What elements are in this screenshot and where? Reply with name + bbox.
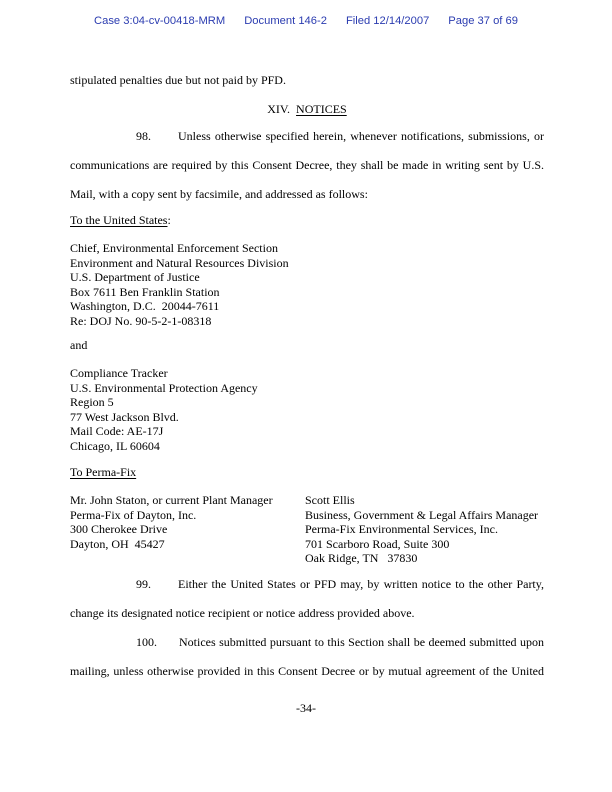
address-line: Chicago, IL 60604 xyxy=(70,438,160,453)
permafix-address-heading-text: To Perma-Fix xyxy=(70,465,137,479)
address-line: Chief, Environmental Enforcement Section xyxy=(70,241,278,255)
paragraph-99 xyxy=(70,570,544,628)
epa-address-block xyxy=(70,366,544,454)
connector-and: and xyxy=(70,338,88,352)
doj-address-block xyxy=(70,241,544,329)
address-line: Business, Government & Legal Affairs Manager xyxy=(305,507,539,522)
address-line: Box 7611 Ben Franklin Station xyxy=(70,284,220,299)
address-line: Washington, D.C. 20044-7611 xyxy=(70,299,220,314)
paragraph-99-text: Either the United States or PFD may, by written notice to the other Party, change its designated notice recipient or notice address provided above. xyxy=(70,577,544,621)
filed-date: Filed 12/14/2007 xyxy=(345,15,430,27)
us-address-heading-text: To the United States xyxy=(70,213,168,227)
address-line: 300 Cherokee Drive xyxy=(70,522,168,537)
address-line: U.S. Department of Justice xyxy=(70,270,200,285)
address-line: Mr. John Staton, or current Plant Manager xyxy=(70,493,273,507)
document-number: Document 146-2 xyxy=(244,15,327,27)
permafix-address-left xyxy=(70,493,305,551)
address-line: Compliance Tracker xyxy=(70,366,168,380)
body-intro-line: stipulated penalties due but not paid by PFD. xyxy=(70,73,286,87)
court-header xyxy=(0,15,612,27)
address-line: 701 Scarboro Road, Suite 300 xyxy=(305,536,450,551)
address-line: Perma-Fix Environmental Services, Inc. xyxy=(305,522,498,537)
us-address-heading xyxy=(70,213,544,228)
us-address-heading-colon: : xyxy=(167,213,171,227)
section-heading xyxy=(70,95,544,124)
permafix-address-right xyxy=(305,493,555,566)
address-line: Dayton, OH 45427 xyxy=(70,536,165,551)
paragraph-100-text: Notices submitted pursuant to this Section shall be deemed submitted upon mailing, unless otherwise provided in this Consent Decree or by mutual agreement of the United xyxy=(70,635,544,679)
case-number: Case 3:04-cv-00418-MRM xyxy=(94,15,226,27)
address-line: 77 West Jackson Blvd. xyxy=(70,409,179,424)
page-footer-number: -34- xyxy=(296,701,316,715)
address-line: Re: DOJ No. 90-5-2-1-08318 xyxy=(70,313,212,328)
paragraph-99-number: 99. xyxy=(136,577,151,591)
section-number: XIV. xyxy=(267,102,291,116)
permafix-address-heading xyxy=(70,465,544,480)
paragraph-100 xyxy=(70,628,544,686)
address-line: U.S. Environmental Protection Agency xyxy=(70,380,258,395)
address-line: Environment and Natural Resources Division xyxy=(70,255,289,270)
address-line: Region 5 xyxy=(70,395,114,410)
paragraph-100-number: 100. xyxy=(136,635,157,649)
header-page-number: Page 37 of 69 xyxy=(448,15,518,27)
paragraph-98-number: 98. xyxy=(136,129,151,143)
paragraph-98-text: Unless otherwise specified herein, whenever notifications, submissions, or communications are required by this Consent Decree, they shall be made in writing sent by U.S. Mail, with a copy sent by facsimile, and addressed as follows: xyxy=(70,129,544,202)
paragraph-98 xyxy=(70,122,544,210)
section-title: NOTICES xyxy=(296,102,347,116)
address-line: Oak Ridge, TN 37830 xyxy=(305,551,418,566)
address-line: Scott Ellis xyxy=(305,493,355,507)
address-line: Perma-Fix of Dayton, Inc. xyxy=(70,507,197,522)
address-line: Mail Code: AE-17J xyxy=(70,424,164,439)
